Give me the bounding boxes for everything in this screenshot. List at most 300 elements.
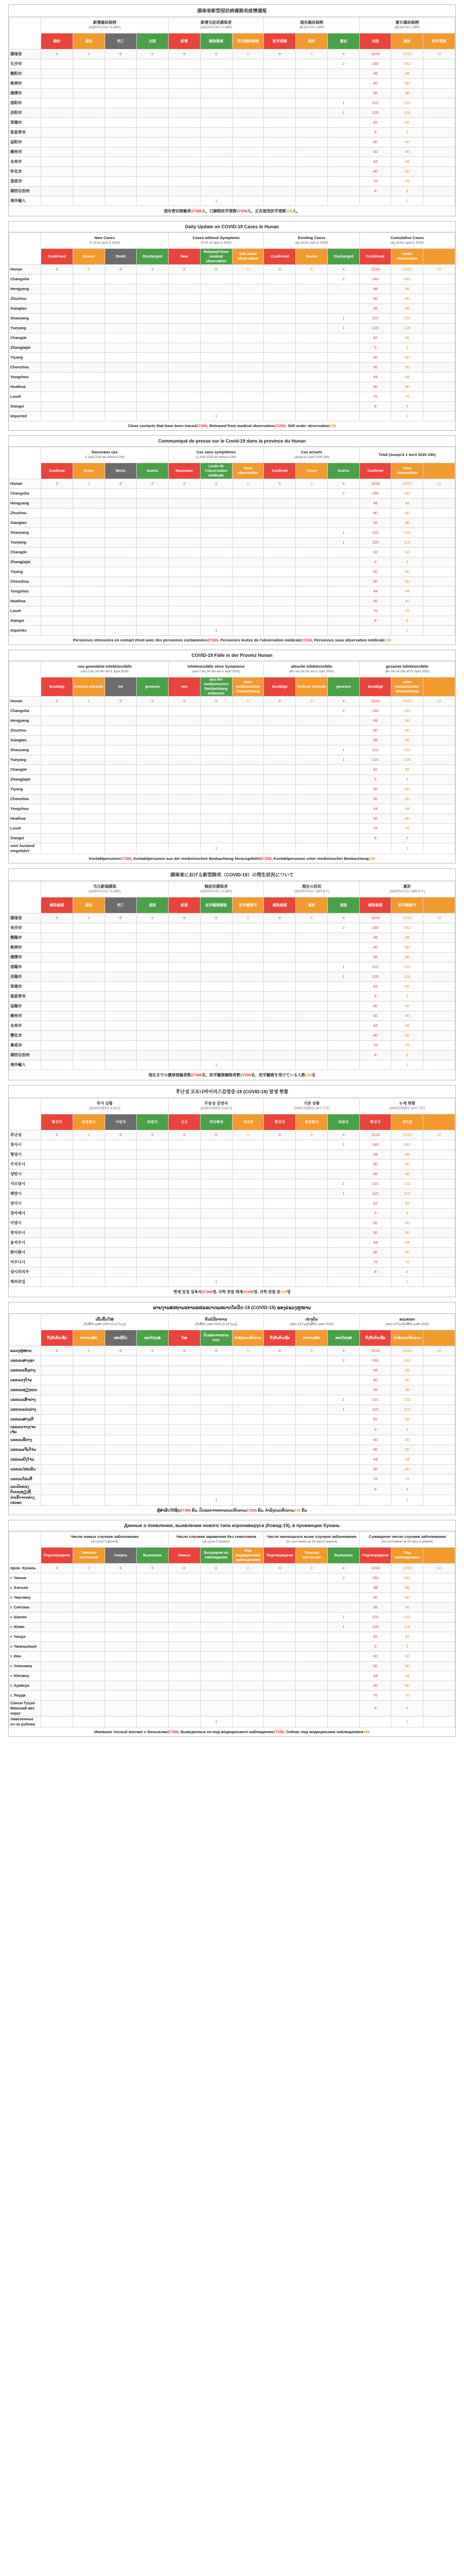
- cell-value: [73, 1573, 105, 1583]
- column-header: 医学観察中: [391, 897, 423, 913]
- cell-value: [169, 962, 201, 972]
- cell-value: [105, 324, 137, 333]
- cell-value: 82: [359, 1199, 391, 1209]
- cell-value: [41, 587, 73, 597]
- cell-value: [423, 1465, 455, 1475]
- cell-value: 2: [327, 1140, 359, 1150]
- cell-value: [232, 1160, 264, 1170]
- region-name: 湘西自治州: [9, 1050, 41, 1060]
- cell-value: 76: [359, 177, 391, 187]
- cell-value: [296, 499, 328, 509]
- region-name: 永州市: [9, 1021, 41, 1031]
- cell-value: [169, 509, 201, 518]
- cell-value: [73, 1701, 105, 1717]
- under-observation-count: 130: [280, 1290, 287, 1294]
- cell-value: [169, 1199, 201, 1209]
- column-header: 重症: [327, 33, 359, 49]
- column-header: Смерть: [105, 1548, 137, 1564]
- cell-value: [41, 933, 73, 943]
- cell-value: [264, 785, 296, 794]
- under-observation-count: 130: [385, 638, 391, 642]
- cell-value: [200, 1475, 232, 1484]
- cell-value: [423, 706, 455, 716]
- cell-value: [232, 1267, 264, 1277]
- cell-value: 0: [137, 479, 169, 489]
- cell-value: [327, 1060, 359, 1070]
- cell-value: [169, 392, 201, 402]
- cell-value: 1015: [391, 49, 423, 59]
- cell-value: [327, 363, 359, 372]
- cell-value: [327, 1484, 359, 1495]
- cell-value: [169, 736, 201, 745]
- column-header: 感染確認: [264, 897, 296, 913]
- table-row: [9, 118, 455, 128]
- cell-value: 101: [359, 1613, 391, 1622]
- cell-value: [200, 1652, 232, 1662]
- cell-value: [423, 392, 455, 402]
- cell-value: [137, 1583, 169, 1593]
- cell-value: [327, 1632, 359, 1642]
- cell-value: [137, 1179, 169, 1189]
- cell-value: [169, 1021, 201, 1031]
- bulletin-title: COVID-19 Fälle in der Provinz Hunan: [9, 650, 455, 661]
- cell-value: 44: [391, 372, 423, 382]
- cell-value: [327, 1671, 359, 1681]
- region-name: 株洲市: [9, 943, 41, 953]
- cell-value: 80: [391, 1160, 423, 1170]
- cell-value: 40: [391, 597, 423, 606]
- cell-value: 3: [391, 1425, 423, 1435]
- cell-value: [73, 382, 105, 392]
- cell-value: 40: [391, 167, 423, 177]
- cell-value: [105, 1583, 137, 1593]
- table-row: [9, 1613, 455, 1622]
- cell-value: [73, 1632, 105, 1642]
- cell-value: [169, 382, 201, 392]
- cell-value: [423, 1041, 455, 1050]
- cell-value: 0: [73, 1130, 105, 1140]
- cell-value: [137, 1218, 169, 1228]
- cell-value: [169, 953, 201, 962]
- region-name: Yueyang: [9, 538, 41, 548]
- cell-value: [200, 1021, 232, 1031]
- group-header: [41, 882, 169, 897]
- cell-value: 1014: [359, 1564, 391, 1573]
- cell-value: [41, 1593, 73, 1603]
- group-date: (1 Avril 2020 de minuit à 24h): [196, 456, 237, 459]
- cell-value: 48: [359, 1150, 391, 1160]
- cell-value: [137, 726, 169, 736]
- cell-value: 0: [73, 1564, 105, 1573]
- cell-value: [41, 548, 73, 557]
- cell-value: [73, 1179, 105, 1189]
- cell-value: [264, 372, 296, 382]
- cell-value: [105, 98, 137, 108]
- cell-value: [41, 147, 73, 157]
- cell-value: 36: [391, 1170, 423, 1179]
- table-row: [9, 1189, 455, 1199]
- cell-value: [137, 577, 169, 587]
- cell-value: [105, 1425, 137, 1435]
- cell-value: [105, 706, 137, 716]
- cell-value: [296, 1267, 328, 1277]
- table-row: [9, 1050, 455, 1060]
- cell-value: 115: [359, 108, 391, 118]
- cell-value: [137, 314, 169, 324]
- column-header: Grave: [296, 463, 328, 479]
- table-row: [9, 1150, 455, 1160]
- cell-value: [73, 794, 105, 804]
- cell-value: [232, 1701, 264, 1717]
- group-date: (2020年4月4日 0-24时): [200, 26, 233, 29]
- table-row: [9, 343, 455, 353]
- contacts-summary: [9, 206, 455, 216]
- cell-value: [105, 382, 137, 392]
- cases-table: [9, 17, 455, 206]
- table-row: [9, 1484, 455, 1495]
- cell-value: [73, 1613, 105, 1622]
- cell-value: [296, 1150, 328, 1160]
- cell-value: 48: [359, 499, 391, 509]
- cell-value: [73, 1603, 105, 1613]
- column-header: ອອກໂຮງໝໍ: [327, 1330, 359, 1346]
- cell-value: [41, 1160, 73, 1170]
- cell-value: [73, 196, 105, 206]
- cell-value: 82: [359, 1632, 391, 1642]
- cell-value: [296, 962, 328, 972]
- cell-value: [73, 1671, 105, 1681]
- cell-value: [327, 765, 359, 775]
- cell-value: [137, 1160, 169, 1170]
- cell-value: [169, 814, 201, 824]
- cell-value: [264, 557, 296, 567]
- table-row: [9, 1445, 455, 1455]
- cell-value: [296, 59, 328, 69]
- cell-value: 50: [391, 1662, 423, 1671]
- region-name: 郴州市: [9, 147, 41, 157]
- cell-value: [296, 1218, 328, 1228]
- cell-value: 102: [391, 528, 423, 538]
- cell-value: [137, 382, 169, 392]
- cell-value: 2: [327, 1356, 359, 1366]
- cell-value: 82: [391, 118, 423, 128]
- under-observation-count: 130: [294, 1508, 301, 1513]
- cell-value: 0: [296, 697, 328, 706]
- cell-value: 60: [391, 138, 423, 147]
- cell-value: [264, 324, 296, 333]
- cell-value: [105, 412, 137, 421]
- cell-value: [200, 597, 232, 606]
- cell-value: [232, 775, 264, 785]
- cell-value: [169, 933, 201, 943]
- cell-value: [232, 1248, 264, 1258]
- cell-value: [232, 1179, 264, 1189]
- cell-value: [137, 59, 169, 69]
- cell-value: [423, 557, 455, 567]
- cell-value: [73, 1583, 105, 1593]
- cell-value: [41, 187, 73, 196]
- group-label: 무증상 감염자: [204, 1101, 228, 1106]
- group-header: [264, 1532, 359, 1548]
- cell-value: [169, 745, 201, 755]
- cell-value: 60: [359, 785, 391, 794]
- cell-value: [423, 372, 455, 382]
- table-row: [9, 49, 455, 59]
- cell-value: [105, 923, 137, 933]
- column-header: 격리중: [391, 1114, 423, 1130]
- group-header: [359, 662, 455, 677]
- cell-value: [232, 1583, 264, 1593]
- cell-value: 3: [391, 1209, 423, 1218]
- cell-value: [327, 382, 359, 392]
- cell-value: [327, 716, 359, 726]
- cell-value: [264, 577, 296, 587]
- cell-value: [137, 128, 169, 138]
- cell-value: [423, 1475, 455, 1484]
- cell-value: [169, 343, 201, 353]
- group-header: [359, 882, 455, 897]
- cell-value: [327, 1228, 359, 1238]
- table-row: [9, 697, 455, 706]
- cell-value: [169, 157, 201, 167]
- group-label: New Cases: [94, 235, 115, 240]
- group-header: [264, 233, 359, 249]
- cell-value: [105, 1435, 137, 1445]
- cell-value: [423, 1642, 455, 1652]
- cell-value: [200, 392, 232, 402]
- group-label: 無症状感染者: [204, 884, 228, 889]
- cell-value: [423, 785, 455, 794]
- cell-value: [296, 1050, 328, 1060]
- column-header: unter medizinischer Beobachtung: [391, 677, 423, 697]
- cell-value: 0: [137, 1564, 169, 1573]
- cell-value: [73, 412, 105, 421]
- cell-value: [137, 1405, 169, 1415]
- cell-value: [232, 577, 264, 587]
- table-row: [9, 128, 455, 138]
- cell-value: [137, 1238, 169, 1248]
- cell-value: [423, 509, 455, 518]
- cell-value: [169, 538, 201, 548]
- region-name: Сянси-Туцзя-Мяоский авт. округ: [9, 1701, 41, 1717]
- cell-value: [264, 616, 296, 626]
- under-observation-count: 130: [363, 1730, 370, 1734]
- cell-value: [41, 1681, 73, 1691]
- cell-value: 48: [391, 1366, 423, 1376]
- cell-value: 240: [359, 923, 391, 933]
- cell-value: [200, 1150, 232, 1160]
- cell-value: [105, 343, 137, 353]
- cell-value: [327, 1199, 359, 1209]
- cell-value: [73, 1189, 105, 1199]
- cell-value: 80: [359, 509, 391, 518]
- cell-value: [105, 626, 137, 636]
- column-header: 感染確認: [41, 897, 73, 913]
- cell-value: 48: [359, 716, 391, 726]
- cell-value: [264, 1642, 296, 1652]
- cell-value: [137, 79, 169, 89]
- cell-value: [327, 785, 359, 794]
- cell-value: 1: [327, 1622, 359, 1632]
- cell-value: 44: [391, 1455, 423, 1465]
- table-row: [9, 1209, 455, 1218]
- cell-value: [137, 933, 169, 943]
- cell-value: [73, 1218, 105, 1228]
- cell-value: [423, 1484, 455, 1495]
- cell-value: [264, 1701, 296, 1717]
- group-label: ຄົນບໍ່ມີອາການ: [205, 1317, 227, 1321]
- cell-value: [105, 1228, 137, 1238]
- cell-value: [264, 1041, 296, 1050]
- cell-value: [327, 992, 359, 1002]
- cell-value: [232, 1140, 264, 1150]
- column-header: bestätigt: [264, 677, 296, 697]
- region-name: 湖南省: [9, 49, 41, 59]
- summary-text: , Сейчас под медицинским наблюдением: [284, 1730, 363, 1734]
- cell-value: [73, 1455, 105, 1465]
- column-header: 격리해제: [200, 1114, 232, 1130]
- cell-value: [296, 1140, 328, 1150]
- cell-value: [232, 616, 264, 626]
- cell-value: [105, 1050, 137, 1060]
- cell-value: [169, 1445, 201, 1455]
- cell-value: [73, 736, 105, 745]
- cell-value: [73, 1395, 105, 1405]
- cell-value: [423, 1583, 455, 1593]
- region-name: 常德市: [9, 118, 41, 128]
- cell-value: [73, 275, 105, 284]
- region-column-header: [9, 662, 41, 697]
- cell-value: [169, 89, 201, 98]
- cell-value: [423, 1425, 455, 1435]
- group-header-row: [9, 1098, 455, 1114]
- cell-value: [105, 1179, 137, 1189]
- table-row: [9, 943, 455, 953]
- cell-value: [105, 548, 137, 557]
- summary-text: ; Still under observation: [285, 423, 330, 428]
- region-column-header: [9, 1532, 41, 1564]
- cell-value: [41, 1021, 73, 1031]
- cell-value: [200, 1445, 232, 1455]
- group-header: [264, 882, 359, 897]
- cell-value: 0: [137, 49, 169, 59]
- region-name: Yueyang: [9, 324, 41, 333]
- cell-value: 102: [391, 745, 423, 755]
- table-row: [9, 1583, 455, 1593]
- cell-value: [169, 824, 201, 834]
- cell-value: [137, 1671, 169, 1681]
- cell-value: [232, 1041, 264, 1050]
- cell-value: [327, 1465, 359, 1475]
- cell-value: [41, 1415, 73, 1425]
- under-observation-count: 130: [329, 423, 336, 428]
- column-header: Confirmed: [264, 249, 296, 265]
- cell-value: [73, 765, 105, 775]
- group-header-row: [9, 233, 455, 249]
- cell-value: [232, 1691, 264, 1701]
- cell-value: [105, 1277, 137, 1287]
- cell-value: [232, 992, 264, 1002]
- column-header: ກຳລັງກວດຕິດຕາມ: [232, 1330, 264, 1346]
- cell-value: [169, 972, 201, 982]
- table-row: [9, 1455, 455, 1465]
- cell-value: [137, 538, 169, 548]
- cell-value: [41, 1717, 73, 1727]
- cell-value: [296, 1209, 328, 1218]
- cell-value: [423, 1573, 455, 1583]
- cell-value: [105, 745, 137, 755]
- table-row: [9, 353, 455, 363]
- region-name: 천저우시: [9, 1228, 41, 1238]
- cell-value: [423, 1632, 455, 1642]
- cell-value: 240: [359, 1573, 391, 1583]
- contacts-summary: [9, 1287, 455, 1297]
- summary-text: 現在までの濃厚接触者数: [148, 1073, 191, 1077]
- cell-value: [423, 353, 455, 363]
- table-row: [9, 1662, 455, 1671]
- cell-value: [105, 1484, 137, 1495]
- cell-value: [296, 1671, 328, 1681]
- column-header: Confirmé: [359, 463, 391, 479]
- group-date: (1 Avril 2020 de minuit à 24h): [85, 456, 125, 459]
- cell-value: [200, 118, 232, 128]
- cell-value: [137, 1277, 169, 1287]
- cell-value: 0: [137, 1130, 169, 1140]
- region-name: ນະຄອນເຈິນໂຈ່ວ: [9, 1445, 41, 1455]
- cell-value: [73, 1681, 105, 1691]
- cell-value: [296, 1228, 328, 1238]
- cell-value: [105, 1238, 137, 1248]
- cell-value: 0: [41, 265, 73, 275]
- cell-value: [169, 726, 201, 736]
- cell-value: [232, 1385, 264, 1395]
- region-name: 융저우시: [9, 1238, 41, 1248]
- cell-value: [105, 1465, 137, 1475]
- table-row: [9, 1405, 455, 1415]
- cell-value: [423, 953, 455, 962]
- cell-value: [423, 382, 455, 392]
- cell-value: [73, 557, 105, 567]
- cell-value: 240: [359, 275, 391, 284]
- region-name: г. Сянтань: [9, 1603, 41, 1613]
- region-name: Hengyang: [9, 716, 41, 726]
- cell-value: [296, 363, 328, 372]
- cell-value: [296, 982, 328, 992]
- cell-value: 0: [73, 1346, 105, 1356]
- cell-value: 76: [359, 1691, 391, 1701]
- cell-value: 0: [264, 479, 296, 489]
- cell-value: [41, 1060, 73, 1070]
- cell-value: [264, 79, 296, 89]
- group-date: (за сутки 5 апреля): [202, 1540, 230, 1544]
- cell-value: 60: [359, 1218, 391, 1228]
- cell-value: [232, 1218, 264, 1228]
- cell-value: [232, 69, 264, 79]
- region-name: 샹탄시: [9, 1170, 41, 1179]
- cell-value: [73, 187, 105, 196]
- column-header: bestätigt: [359, 677, 391, 697]
- cell-value: [41, 1258, 73, 1267]
- cell-value: 50: [359, 794, 391, 804]
- cell-value: [41, 1632, 73, 1642]
- cell-value: [41, 1445, 73, 1455]
- cell-value: 76: [391, 177, 423, 187]
- bulletin-block: [8, 4, 456, 216]
- cell-value: 36: [359, 1603, 391, 1613]
- cell-value: [137, 843, 169, 854]
- column-header: Guéris: [327, 463, 359, 479]
- cell-value: [41, 59, 73, 69]
